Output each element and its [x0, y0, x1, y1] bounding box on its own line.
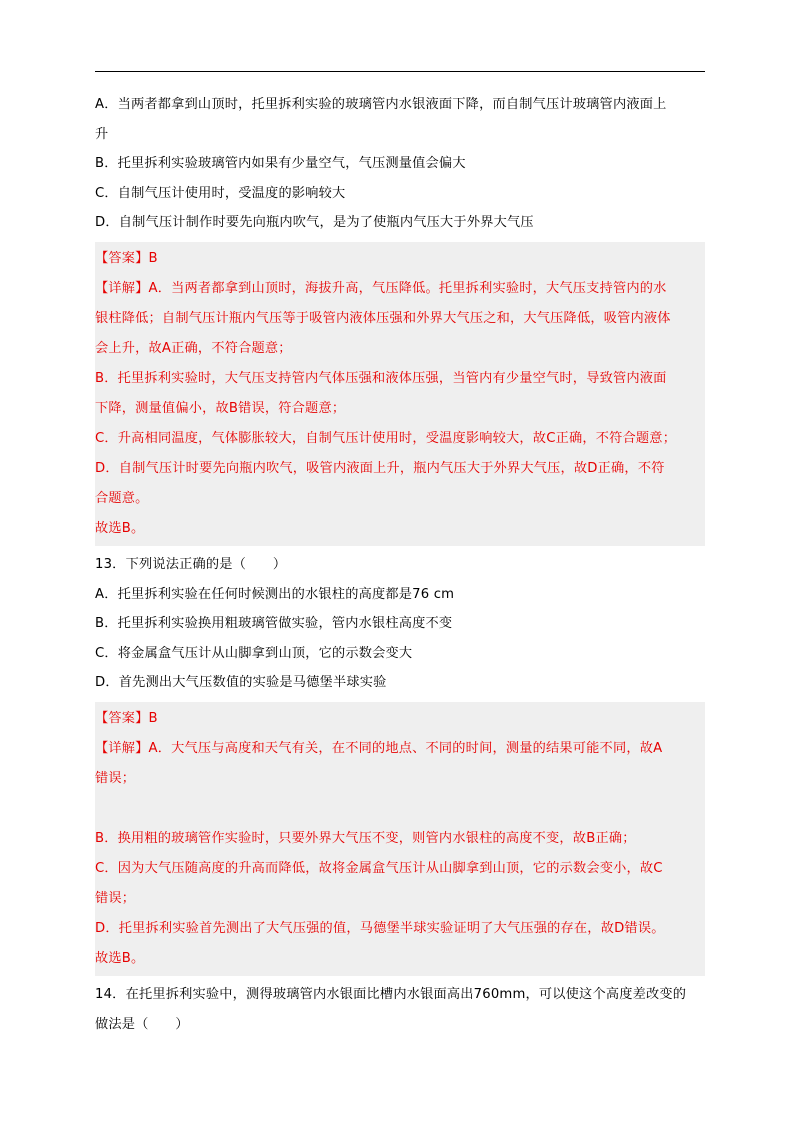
q13-explanation-line: C．因为大气压随高度的升高而降低，故将金属盒气压计从山脚拿到山顶，它的示数会变小，故C	[95, 860, 663, 876]
header-rule	[95, 71, 705, 72]
q14-block	[95, 980, 705, 1040]
q13-option-a: A．托里拆利实验在任何时候测出的水银柱的高度都是76 cm	[95, 586, 455, 602]
q13-explanation-line: 错误；	[95, 770, 136, 786]
q13-explanation-line: B．换用粗的玻璃管作实验时，只要外界大气压不变，则管内水银柱的高度不变，故B正确；	[95, 830, 636, 846]
q13-option-d: D．首先测出大气压数值的实验是马德堡半球实验	[95, 675, 387, 690]
q12-explanation-line: 合题意。	[95, 490, 149, 506]
q14-stem-cont: 做法是（ ）	[95, 1016, 189, 1032]
q12-options	[95, 90, 705, 238]
q12-option-a-cont: 升	[95, 126, 109, 142]
page-content	[95, 90, 705, 1040]
q13-conclusion: 故选B。	[95, 950, 145, 966]
q13-option-b: B．托里拆利实验换用粗玻璃管做实验，管内水银柱高度不变	[95, 616, 453, 631]
q13-explanation-line: D．托里拆利实验首先测出了大气压强的值，马德堡半球实验证明了大气压强的存在，故D错误。	[95, 920, 665, 936]
q12-explanation-line: C．升高相同温度，气体膨胀较大，自制气压计使用时，受温度影响较大，故C正确，不符合题意；	[95, 430, 677, 446]
blank-spacer	[95, 794, 705, 824]
q13-answer: 【答案】B	[95, 710, 158, 726]
q12-option-b: B．托里拆利实验玻璃管内如果有少量空气，气压测量值会偏大	[95, 156, 466, 171]
q12-conclusion: 故选B。	[95, 520, 145, 536]
q14-stem: 14．在托里拆利实验中，测得玻璃管内水银面比槽内水银面高出760mm，可以使这个高度差改变的	[95, 986, 687, 1002]
q13-option-c: C．将金属盒气压计从山脚拿到山顶，它的示数会变大	[95, 645, 413, 661]
q12-explanation-line: 下降，测量值偏小，故B错误，符合题意；	[95, 400, 346, 416]
q12-option-a: A．当两者都拿到山顶时，托里拆利实验的玻璃管内水银液面下降，而自制气压计玻璃管内液面上	[95, 97, 667, 112]
q13-explanation-line: 【详解】A．大气压与高度和天气有关，在不同的地点、不同的时间，测量的结果可能不同，故A	[95, 740, 663, 756]
q12-explanation-line: 银柱降低；自制气压计瓶内气压等于吸管内液体压强和外界大气压之和，大气压降低，吸管内液体	[95, 310, 671, 326]
q13-explanation-line: 错误；	[95, 890, 136, 906]
q12-option-c: C．自制气压计使用时，受温度的影响较大	[95, 185, 346, 201]
q12-explanation-line: D．自制气压计时要先向瓶内吹气，吸管内液面上升，瓶内气压大于外界大气压，故D正确，不符	[95, 460, 665, 476]
q12-option-d: D．自制气压计制作时要先向瓶内吹气，是为了使瓶内气压大于外界大气压	[95, 215, 534, 230]
q13-block	[95, 550, 705, 698]
q12-explanation-line: B．托里拆利实验时，大气压支持管内气体压强和液体压强，当管内有少量空气时，导致管内液面	[95, 370, 667, 386]
q12-explanation-line: 【详解】A．当两者都拿到山顶时，海拔升高，气压降低。托里拆利实验时，大气压支持管内的水	[95, 280, 667, 296]
q12-answer: 【答案】B	[95, 250, 158, 266]
q12-answer-box	[95, 242, 705, 546]
q12-explanation-line: 会上升，故A正确，不符合题意；	[95, 340, 292, 356]
q13-stem: 13．下列说法正确的是（ ）	[95, 556, 287, 572]
q13-answer-box	[95, 702, 705, 976]
